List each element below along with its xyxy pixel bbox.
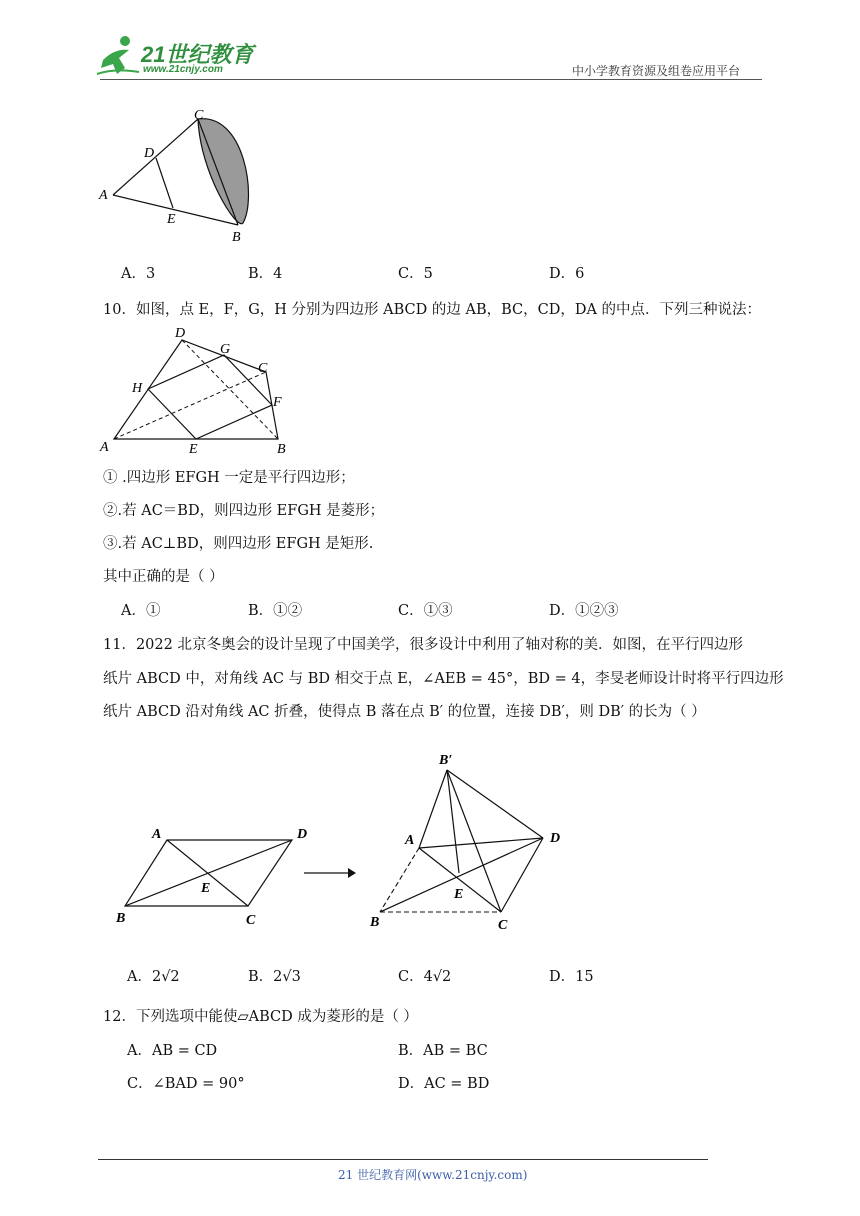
q11-fig2-label-c: C (498, 918, 508, 933)
q10-option-b: B．①② (248, 603, 303, 619)
q11-fig1-label-d: D (297, 827, 308, 842)
q11-line-3: 纸片 ABCD 沿对角线 AC 折叠，使得点 B 落在点 B′ 的位置，连接 DB′，则 DB′ 的长为（ ） (103, 704, 706, 720)
q10-option-a: A．① (121, 603, 161, 619)
q9-option-a: A．3 (121, 266, 156, 282)
q10-question: 其中正确的是（ ） (103, 569, 224, 585)
header-logo (95, 34, 265, 80)
q10-label-f: F (273, 395, 282, 410)
q10-option-d: D．①②③ (549, 603, 619, 619)
q11-figure-2 (362, 748, 577, 938)
q11-fig2-label-e: E (454, 887, 464, 902)
q9-label-d: D (144, 146, 155, 161)
q9-label-e: E (167, 212, 176, 227)
logo-sub-text: www.21cnjy.com (143, 64, 223, 75)
q9-label-a: A (99, 188, 108, 203)
q11-option-a: A．2√2 (127, 969, 180, 985)
q9-option-c: C．5 (398, 266, 433, 282)
q9-figure (95, 103, 270, 248)
q11-figure-1 (110, 818, 320, 928)
footer-text[interactable]: 21 世纪教育网(www.21cnjy.com) (338, 1168, 528, 1182)
q11-arrow (302, 866, 358, 880)
q12-option-c: C．∠BAD = 90° (127, 1076, 245, 1092)
q11-option-d: D．15 (549, 969, 594, 985)
logo-main-text: 21世纪教育 (141, 42, 254, 67)
q10-label-a: A (100, 440, 109, 455)
q11-option-c: C．4√2 (398, 969, 452, 985)
q9-option-d: D．6 (549, 266, 585, 282)
q10-option-c: C．①③ (398, 603, 453, 619)
q10-figure (98, 322, 298, 457)
q10-stem: 10．如图，点 E，F，G，H 分别为四边形 ABCD 的边 AB，BC，CD，DA 的中点．下列三种说法： (103, 302, 762, 318)
q9-option-b: B．4 (248, 266, 283, 282)
q11-line-1: 11．2022 北京冬奥会的设计呈现了中国美学，很多设计中利用了轴对称的美．如图，在平行四边形 (103, 637, 743, 653)
q11-fig2-label-a: A (405, 833, 415, 848)
q9-label-c: C (194, 108, 204, 123)
q10-label-g: G (220, 342, 231, 357)
q12-option-b: B．AB = BC (398, 1043, 488, 1059)
q11-fig2-label-d: D (550, 831, 561, 846)
q11-option-b: B．2√3 (248, 969, 301, 985)
q11-fig1-label-e: E (201, 881, 211, 896)
q11-fig2-label-b: B (370, 915, 380, 930)
header-right-title: 中小学教育资源及组卷应用平台 (572, 64, 741, 78)
q10-statement-3: ③.若 AC⊥BD，则四边形 EFGH 是矩形. (103, 536, 374, 552)
header-rule (100, 79, 762, 80)
q10-statement-1: ① .四边形 EFGH 一定是平行四边形； (103, 470, 355, 486)
runner-logo-icon (95, 34, 141, 78)
q11-fig1-label-a: A (152, 827, 162, 842)
q11-line-2: 纸片 ABCD 中，对角线 AC 与 BD 相交于点 E，∠AEB = 45°，BD = 4，李旻老师设计时将平行四边形 (103, 671, 784, 687)
q10-label-b: B (277, 442, 286, 457)
q10-label-h: H (132, 381, 143, 396)
q12-stem: 12．下列选项中能使▱ABCD 成为菱形的是（ ） (103, 1009, 418, 1025)
q12-option-d: D．AC = BD (398, 1076, 490, 1092)
q10-statement-2: ②.若 AC＝BD，则四边形 EFGH 是菱形； (103, 503, 385, 519)
q12-option-a: A．AB = CD (127, 1043, 218, 1059)
q10-label-e: E (189, 442, 198, 457)
q10-label-c: C (258, 361, 268, 376)
q11-fig1-label-b: B (116, 911, 126, 926)
q9-label-b: B (232, 230, 241, 245)
q10-label-d: D (175, 326, 186, 341)
q11-fig2-label-bprime: B′ (439, 753, 453, 768)
footer-rule (98, 1159, 708, 1160)
q11-fig1-label-c: C (246, 913, 256, 928)
